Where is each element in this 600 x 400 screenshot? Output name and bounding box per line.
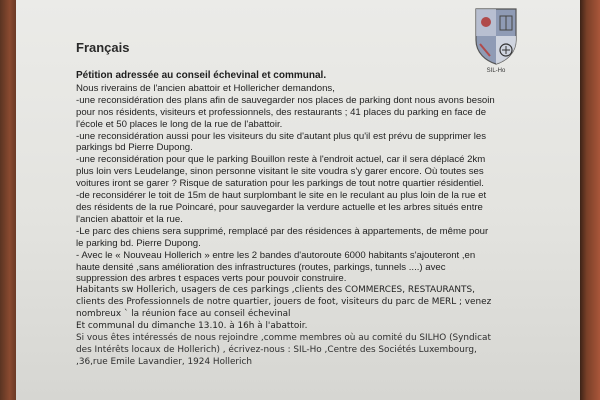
text-line: -de reconsidérer le toit de 15m de haut surplombant le site en le reculant au plus loin de la rue et [76,190,487,202]
text-line: nombreux ` la réunion face au conseil échevinal [76,309,291,320]
text-line: voitures iront se garer ? Risque de saturation pour les parkings de tout notre quartier résidentiel. [76,178,484,190]
text-line: -Le parc des chiens sera supprimé, remplacé par des résidences à appartements, de même pour [76,225,489,237]
language-heading: Français [76,40,130,55]
text-line: -une reconsidération pour que le parking Bouillon reste à l'endroit actuel, car il sera déplacé 2km [76,154,486,166]
petition-text [76,70,544,369]
text-line: l'école et 50 places le long de la rue de l'abattoir. [76,118,283,130]
text-line: Et communal du dimanche 13.10. à 16h à l'abattoir. [76,321,308,332]
text-line: l'ancien abattoir et la rue. [76,213,183,225]
text-line: ,36,rue Emile Lavandier, 1924 Hollerich [76,356,253,367]
text-line: pour nos résidents, visiteurs et professionnels, des restaurants ; 41 places du parking en face de [76,106,487,118]
silho-logo [468,6,524,78]
logo-caption: SIL-Ho [486,68,506,74]
text-line: des résidents de la rue Poincaré, pour sauvegarder la verdure actuelle et les arbres situés entre [76,201,483,213]
notice-sheet [16,0,580,400]
text-line: parkings bd Pierre Dupong. [76,142,193,154]
text-line: Habitants sw Hollerich, usagers de ces parkings ,clients des COMMERCES, RESTAURANTS, [76,285,475,296]
petition-title: Pétition adressée au conseil échevinal et communal. [76,70,327,81]
text-line: Nous riverains de l'ancien abattoir et Hollericher demandons, [76,82,335,94]
frame-right-edge [578,0,600,400]
text-line: haute densité ,sans amélioration des infrastructures (routes, parkings, tunnels ....) avec [76,261,446,273]
text-line: -une reconsidération aussi pour les visiteurs du site d'autant plus qu'il est prévu de supprimer les [76,130,487,142]
coat-of-arms-icon [472,6,520,66]
text-line: Si vous êtes intéressés de nous rejoindre ,comme membres où au comité du SILHO (Syndicat [76,332,491,343]
text-line: le parking bd. Pierre Dupong. [76,237,201,249]
text-line: plus loin vers Leudelange, sinon personne visitant le site voudra s'y garer encore. Où toutes ses [76,166,484,178]
text-line: -une reconsidération des plans afin de sauvegarder nos places de parking dont nous avons besoin [76,94,495,106]
text-line: suppression des arbres t espaces verts pour pouvoir construire. [76,273,347,285]
frame-left-edge [0,0,16,400]
text-line: - Avec le « Nouveau Hollerich » entre les 2 bandes d'autoroute 6000 habitants s'ajouteront ,en [76,249,476,261]
text-line: des Intérêts locaux de Hollerich) , écrivez-nous : SIL-Ho ,Centre des Sociétés Luxembourg, [76,344,477,355]
text-line: clients des Professionnels de notre quartier, jouers de foot, visiteurs du parc de MERL ; venez [76,297,492,308]
